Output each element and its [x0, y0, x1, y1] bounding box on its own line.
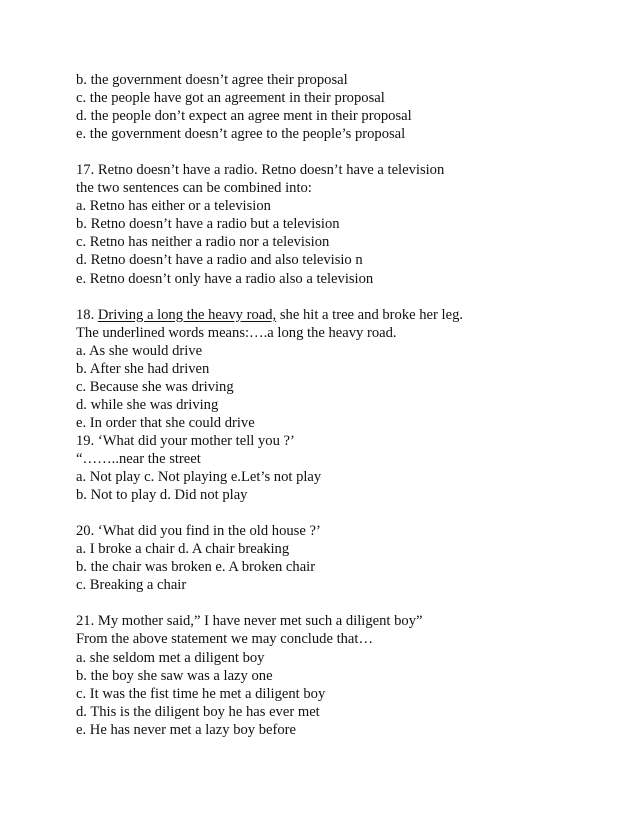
question-stem: 19. ‘What did your mother tell you ?’ [76, 432, 295, 449]
question-21 [76, 612, 616, 738]
question-stem: 17. Retno doesn’t have a radio. Retno doesn’t have a television [76, 162, 445, 179]
options-b-e: b. the chair was broken e. A broken chair [76, 559, 316, 576]
option-c: c. the people have got an agreement in their proposal [76, 90, 385, 107]
question-stem [76, 306, 616, 324]
option-b: b. After she had driven [76, 360, 210, 377]
paragraph-gap [76, 288, 616, 306]
question-stem-rest: she hit a tree and broke her leg. [276, 306, 464, 323]
option-a: a. Retno has either or a television [76, 198, 271, 215]
option-b: b. the government doesn’t agree their proposal [76, 72, 348, 88]
option-b: b. Retno doesn’t have a radio but a television [76, 216, 340, 233]
question-stem: 21. My mother said,” I have never met such a diligent boy” [76, 613, 423, 630]
option-e: e. In order that she could drive [76, 414, 255, 431]
question-16-options-continued [76, 71, 616, 143]
option-e: e. He has never met a lazy boy before [76, 721, 297, 738]
paragraph-gap [76, 594, 616, 612]
option-d: d. the people don’t expect an agree ment in their proposal [76, 108, 412, 125]
question-20 [76, 522, 616, 594]
question-17 [76, 161, 616, 287]
question-instruction: the two sentences can be combined into: [76, 180, 312, 197]
option-c: c. Because she was driving [76, 378, 234, 395]
option-d: d. Retno doesn’t have a radio and also televisio n [76, 252, 363, 269]
option-e: e. Retno doesn’t only have a radio also a television [76, 270, 374, 287]
question-instruction: From the above statement we may conclude that… [76, 631, 374, 648]
paragraph-gap [76, 143, 616, 161]
question-instruction: The underlined words means:….a long the heavy road. [76, 324, 397, 341]
option-e: e. the government doesn’t agree to the people’s proposal [76, 126, 406, 143]
option-a: a. As she would drive [76, 342, 203, 359]
question-stem: 20. ‘What did you find in the old house ?’ [76, 523, 321, 540]
option-d: d. while she was driving [76, 396, 219, 413]
options-a-c-e: a. Not play c. Not playing e.Let’s not play [76, 469, 322, 486]
option-c: c. Retno has neither a radio nor a television [76, 234, 330, 251]
option-c: c. Breaking a chair [76, 577, 187, 594]
option-c: c. It was the fist time he met a diligent boy [76, 685, 326, 702]
option-b: b. the boy she saw was a lazy one [76, 667, 273, 684]
options-b-d: b. Not to play d. Did not play [76, 487, 248, 504]
question-19 [76, 432, 616, 504]
paragraph-gap [76, 504, 616, 522]
question-18 [76, 306, 616, 432]
underlined-phrase: Driving a long the heavy road, [97, 306, 277, 323]
option-a: a. she seldom met a diligent boy [76, 649, 265, 666]
options-a-d: a. I broke a chair d. A chair breaking [76, 541, 290, 558]
question-number: 18. [76, 306, 98, 323]
option-d: d. This is the diligent boy he has ever met [76, 703, 320, 720]
question-text-body [76, 71, 616, 739]
question-response: “……..near the street [76, 450, 201, 467]
